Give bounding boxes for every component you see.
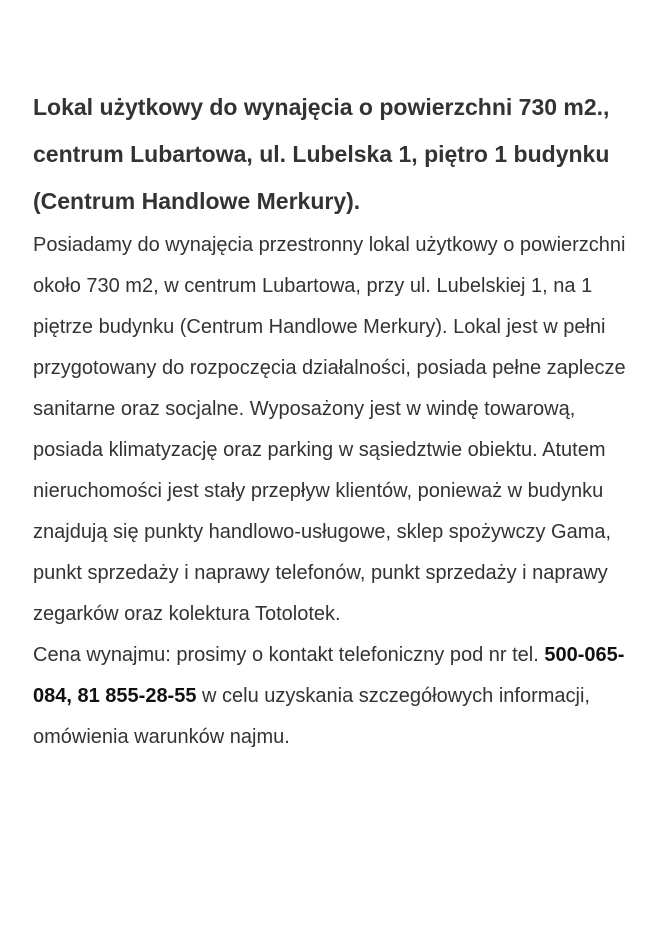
listing-article	[33, 84, 645, 758]
price-prefix: Cena wynajmu: prosimy o kontakt telefoniczny pod nr tel.	[33, 644, 545, 666]
price-suffix: w celu uzyskania szczegółowych informacji, omówienia warunków najmu.	[33, 685, 590, 748]
phone-numbers: 500-065-084, 81 855-28-55	[33, 644, 625, 707]
listing-title: Lokal użytkowy do wynajęcia o powierzchni 730 m2., centrum Lubartowa, ul. Lubelska 1, piętro 1 budynku (Centrum Handlowe Merkury).	[33, 94, 610, 214]
price-info	[33, 635, 645, 758]
listing-description: Posiadamy do wynajęcia przestronny lokal użytkowy o powierzchni około 730 m2, w centrum Lubartowa, przy ul. Lubelskiej 1, na 1 piętrze budynku (Centrum Handlowe Merkury). Lokal jest w pełni przygotowany do rozpoczęcia działalności, posiada pełne zaplecze sanitarne oraz socjalne. Wyposażony jest w windę towarową, posiada klimatyzację oraz parking w sąsiedztwie obiektu. Atutem nieruchomości jest stały przepływ klientów, ponieważ w budynku znajdują się punkty handlowo-usługowe, sklep spożywczy Gama, punkt sprzedaży i naprawy telefonów, punkt sprzedaży i naprawy zegarków oraz kolektura Totolotek.	[33, 234, 626, 625]
